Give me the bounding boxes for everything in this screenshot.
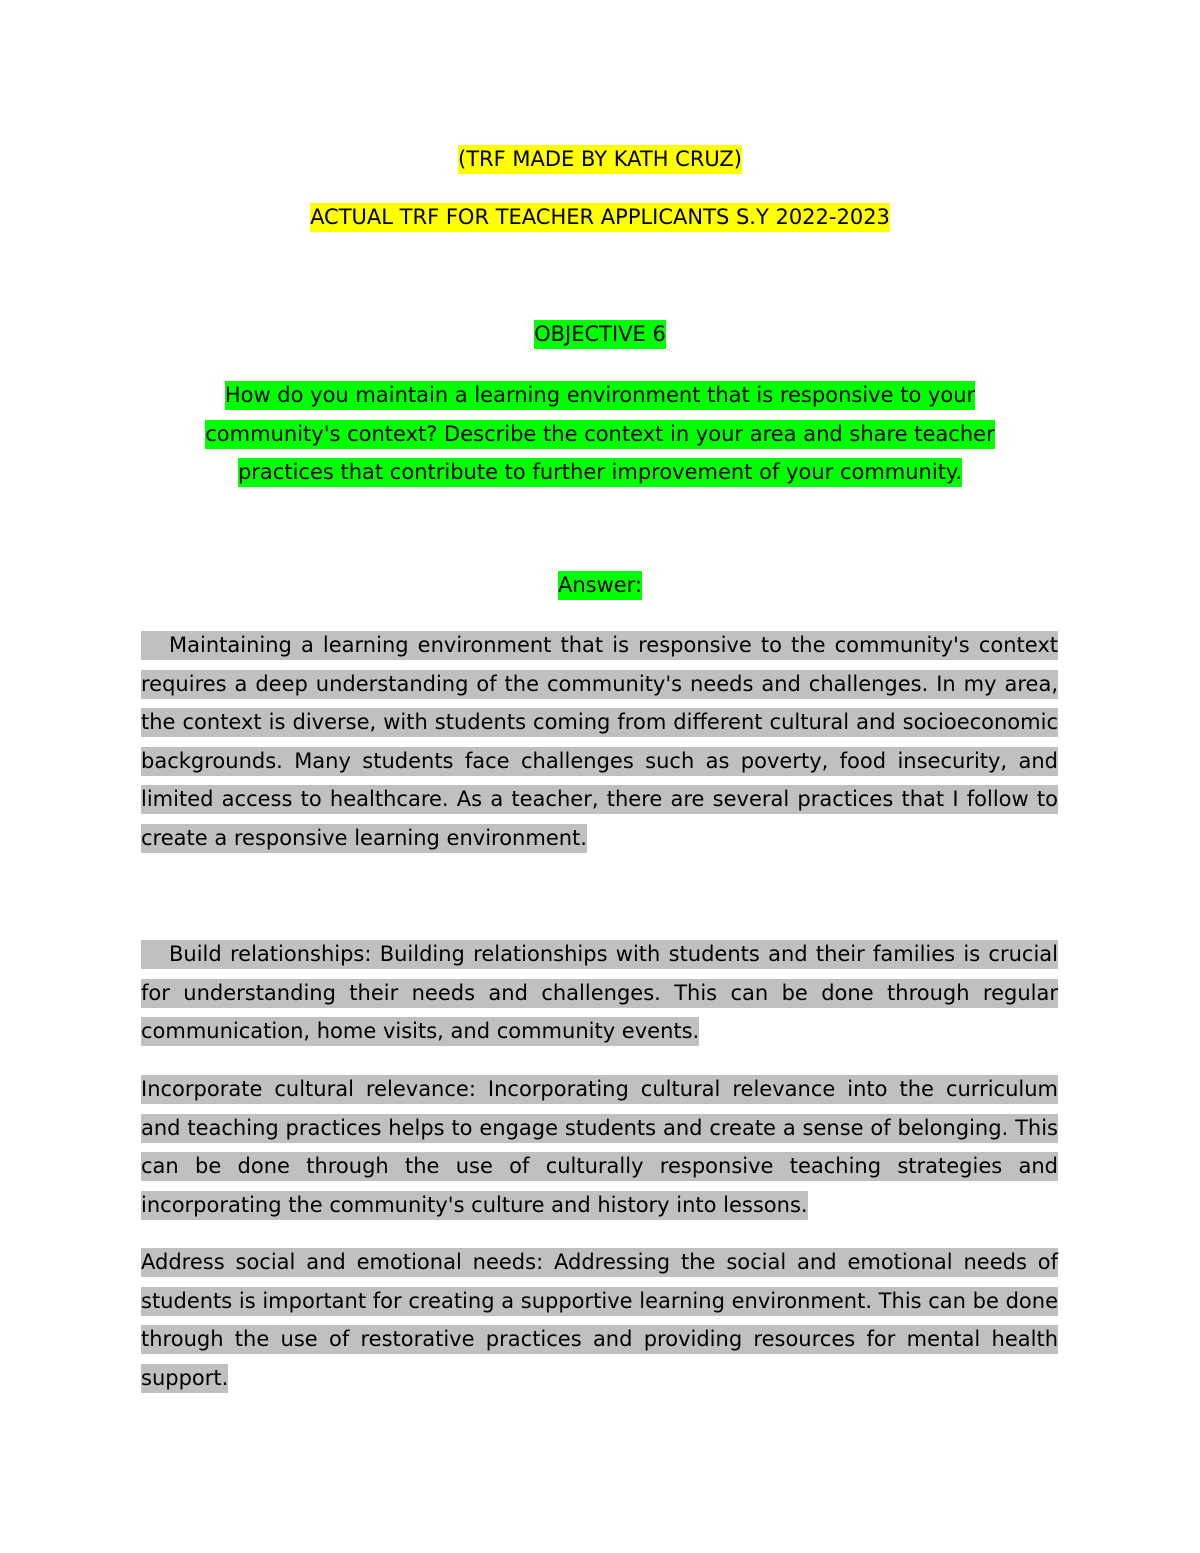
objective-question-text: How do you maintain a learning environment that is responsive to your community's context? Describe the context in your area and share teacher practices that contribute to further improvement of your community.: [205, 381, 994, 487]
document-title-text: ACTUAL TRF FOR TEACHER APPLICANTS S.Y 2022-2023: [310, 203, 890, 232]
answer-paragraph-build-relationships-text: Build relationships: Building relationships with students and their families is crucial for understanding their needs and challenges. This can be done through regular communication, home visits, and community events.: [141, 942, 1058, 1043]
answer-paragraph-social-emotional-text: Address social and emotional needs: Addressing the social and emotional needs of students is important for creating a supportive learning environment. This can be done through the use of restorative practices and providing resources for mental health support.: [141, 1248, 1058, 1393]
document-title: [0, 202, 1200, 232]
answer-paragraph-social-emotional: [141, 1243, 1058, 1397]
answer-paragraph-intro-text: Maintaining a learning environment that is responsive to the community's context requires a deep understanding of the community's needs and challenges. In my area, the context is diverse, with students coming from different cultural and socioeconomic backgrounds. Many students face challenges such as poverty, food insecurity, and limited access to healthcare. As a teacher, there are several practices that I follow to create a responsive learning environment.: [141, 633, 1058, 850]
objective-label: OBJECTIVE 6: [534, 320, 666, 349]
answer-paragraph-cultural-relevance: [141, 1070, 1058, 1224]
answer-heading: [0, 570, 1200, 600]
objective-question: [170, 376, 1030, 492]
made-by-line: [0, 144, 1200, 174]
answer-paragraph-cultural-relevance-text: Incorporate cultural relevance: Incorporating cultural relevance into the curriculum and teaching practices helps to engage students and create a sense of belonging. This can be done through the use of culturally responsive teaching strategies and incorporating the community's culture and history into lessons.: [141, 1075, 1058, 1220]
answer-label: Answer:: [558, 571, 642, 600]
made-by-text: (TRF MADE BY KATH CRUZ): [458, 145, 742, 174]
answer-paragraph-build-relationships: [141, 935, 1058, 1051]
objective-heading: [0, 319, 1200, 349]
answer-paragraph-intro: [141, 626, 1058, 857]
